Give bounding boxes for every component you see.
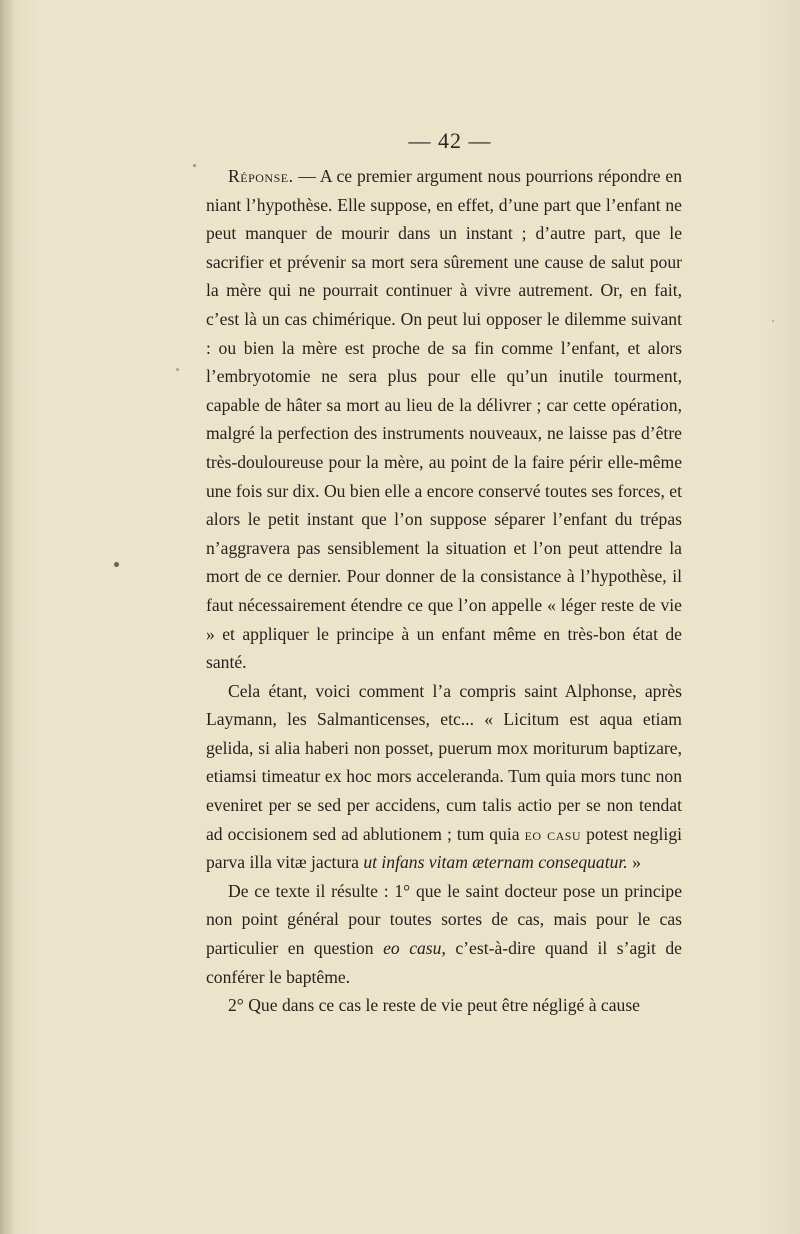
ink-spot	[176, 368, 179, 371]
ink-spot	[114, 562, 119, 567]
paragraph-reponse	[206, 162, 682, 677]
italic-phrase: ut infans vitam æternam consequatur.	[363, 852, 628, 873]
page-number: — 42 —	[408, 128, 492, 153]
page-edge	[0, 0, 14, 1234]
italic-phrase: eo casu	[383, 938, 442, 959]
ink-spot	[772, 320, 774, 322]
paragraph-text: potest negligi parva illa vitæ jactura	[206, 823, 682, 873]
small-caps-phrase: eo casu	[524, 823, 582, 844]
paragraph-texte	[206, 877, 682, 991]
paragraph-text: »	[627, 852, 641, 873]
paragraph-text: Cela étant, voici comment l’a compris saint Alphonse, après Laymann, les Salmanticenses, etc... « Licitum est aqua etiam gelida, si alia haberi non posset, puerum mox moriturum baptizare, etiamsi timeatur ex hoc mors acceleranda. Tum quia mors tunc non eveniret per se sed per accidens, cum talis actio per se non tendat ad occisionem sed ad ablutionem ; tum quia	[206, 680, 682, 844]
paragraph-text: — A ce premier argument nous pourrions répondre en niant l’hypothèse. Elle suppose, en effet, d’une part que l’enfant ne peut manquer de mourir dans un instant ; d’autre part, que le sacrifier et prévenir sa mort sera sûrement une cause de salut pour la mère qui ne pourrait continuer à vivre autrement. Or, en fait, c’est là un cas chimérique. On peut lui opposer le dilemme suivant : ou bien la mère est proche de sa fin comme l’enfant, et alors l’embryotomie ne sera plus pour elle qu’un inutile tourment, capable de hâter sa mort au lieu de la délivrer ; car cette opération, malgré la perfection des instruments nouveaux, ne laisse pas d’être très-douloureuse pour la mère, au point de la faire périr elle-même une fois sur dix. Ou bien elle a encore conservé toutes ses forces, et alors le petit instant que l’on suppose séparer l’enfant du trépas n’aggravera pas sensiblement la situation et l’on peut attendre la mort de ce dernier. Pour donner de la consistance à l’hypothèse, il faut nécessairement étendre ce que l’on appelle « léger reste de vie » et appliquer le principe à un enfant même en très-bon état de santé.	[206, 166, 682, 673]
paragraph-text: 2° Que dans ce cas le reste de vie peut être négligé à cause	[228, 995, 640, 1016]
paragraph-text: De ce texte il résulte : 1° que le saint docteur pose un principe non point général pour toutes sortes de cas, mais pour le cas particulier en question	[206, 880, 682, 959]
reponse-heading: Réponse.	[228, 166, 294, 186]
paragraph-alphonse	[206, 677, 682, 877]
body-text	[206, 162, 682, 1020]
paragraph-text: , c’est-à-dire quand il s’agit de conférer le baptême.	[206, 938, 682, 987]
paragraph-second	[206, 991, 682, 1020]
ink-spot	[193, 164, 196, 167]
